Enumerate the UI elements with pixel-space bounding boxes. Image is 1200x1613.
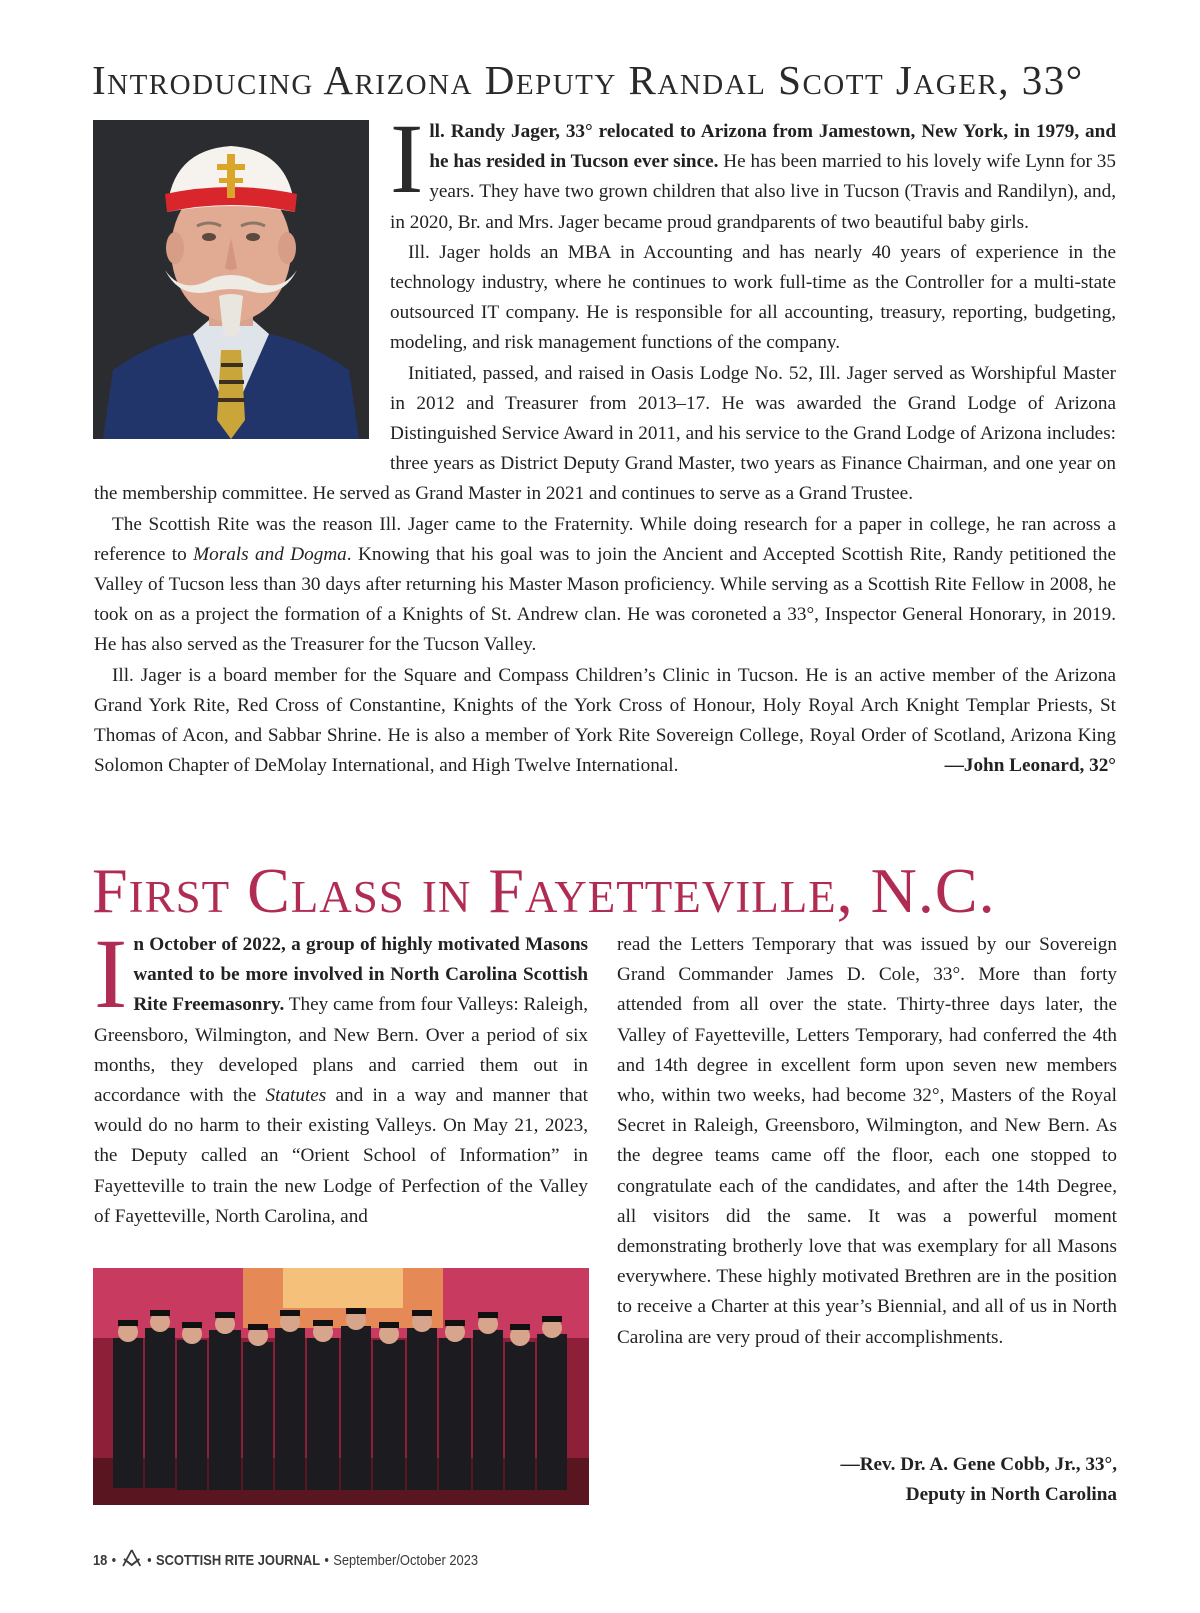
article2-paragraph-2: read the Letters Temporary that was issued by our Sovereign Grand Commander James D. Cole, 33°. More than forty attended from all over the state. Thirty-three days later, the Valley of Fayetteville, Letters Temporary, had conferred the 4th and 14th degree in excellent form upon seven new members who, within two weeks, had become 32°, Masters of the Royal Secret in Raleigh, Greensboro, Wilmington, and New Bern. As the degree teams came off the floor, each one stopped to congratulate each of the candidates, and after the 14th Degree, all visitors did the same. It was a powerful moment demonstrating brotherly love that was exemplary for all Masons everywhere. These highly motivated Brethren are in the position to receive a Charter at this year’s Biennial, and all of us in North Carolina are very proud of their accomplishments. (617, 934, 1117, 1348)
article1-paragraph-5: Ill. Jager is a board member for the Square and Compass Children’s Clinic in Tucson. He is an active member of the Arizona Grand York Rite, Red Cross of Constantine, Knights of the York Cross of Honour, Holy Royal Arch Knight Templar Priests, St Thomas of Acon, and Sabbar Shrine. He is also a member of York Rite Sovereign College, Royal Order of Scotland, Arizona King Solomon Chapter of DeMolay International, and High Twelve International. (94, 664, 1116, 777)
journal-name: SCOTTISH RITE JOURNAL (155, 1551, 321, 1569)
article1-title: Introducing Arizona Deputy Randal Scott Jager, 33° (92, 57, 1084, 103)
article1-p1-rest: He has been married to his lovely wife Lynn for 35 years. They have two grown children that also live in Tucson (Travis and Randilyn), and, in 2020, Br. and Mrs. Jager became proud grandparents of two beautiful baby girls. (390, 151, 1116, 233)
article2-right-column (617, 930, 1117, 1353)
article1-lead: ll. Randy Jager, 33° relocated to Arizona from Jamestown, New York, in 1979, and he has resided in Tucson ever since. (429, 121, 1116, 173)
group-photo (93, 1268, 589, 1505)
article1-body (94, 103, 1117, 782)
article2-left-column (94, 918, 588, 1232)
article2-lead: n October of 2022, a group of highly motivated Masons wanted to be more involved in North Carolina Scottish Rite Freemasonry. (133, 934, 588, 1016)
article2-dropcap: I (94, 918, 128, 1029)
article1-dropcap: I (390, 103, 424, 214)
footer-bullet-3: • (324, 1551, 329, 1569)
group-photo-illustration (93, 1268, 589, 1505)
article2-left-rest-2: and in a way and manner that would do no harm to their existing Valleys. On May 21, 2023, the Deputy called an “Orient School of Information” in Fayetteville to train the new Lodge of Perfection of the Valley of Fayetteville, North Carolina, and (94, 1085, 588, 1227)
article1-byline: —John Leonard, 32° (944, 755, 1116, 777)
footer-bullet: • (111, 1551, 117, 1569)
footer-bullet-2: • (147, 1551, 152, 1569)
page-footer (93, 1548, 478, 1572)
article2-paragraph-1 (94, 918, 588, 1232)
article1-p4-before: The Scottish Rite was the reason Ill. Jager came to the Fraternity. While doing research for a paper in college, he ran across a reference to (94, 513, 1116, 565)
page-number: 18 (93, 1551, 108, 1569)
portrait-wrap-spacer (94, 117, 390, 456)
square-compass-icon (120, 1549, 142, 1571)
article1-paragraph-2: Ill. Jager holds an MBA in Accounting and has nearly 40 years of experience in the technology industry, where he continues to work full-time as the Controller for a multi-state outsourced IT company. He is responsible for all accounting, treasury, reporting, budgeting, modeling, and risk management functions of the company. (390, 241, 1116, 354)
article2-left-rest-1: They came from four Valleys: Raleigh, Greensboro, Wilmington, and New Bern. Over a period of six months, they developed plans and carried them out in accordance with the (94, 994, 588, 1107)
article2-signature-title: Deputy in North Carolina (905, 1484, 1117, 1505)
book-title-morals-and-dogma: Morals and Dogma (193, 543, 347, 565)
statutes-italic: Statutes (265, 1085, 327, 1107)
article2-title: First Class in Fayetteville, N.C. (92, 855, 996, 926)
article2-signature (617, 1450, 1117, 1510)
article2-signature-name: —Rev. Dr. A. Gene Cobb, Jr., 33°, (840, 1454, 1117, 1475)
issue-date: September/October 2023 (333, 1551, 479, 1569)
article1-p4-after: . Knowing that his goal was to join the Ancient and Accepted Scottish Rite, Randy petitioned the Valley of Tucson less than 30 days after returning his Master Mason proficiency. While serving as a Scottish Rite Fellow in 2008, he took on as a project the formation of a Knights of St. Andrew clan. He was coroneted a 33°, Inspector General Honorary, in 2019. He has also served as the Treasurer for the Tucson Valley. (94, 543, 1117, 656)
article1-paragraph-4 (94, 510, 1116, 661)
article1-paragraph-3: Initiated, passed, and raised in Oasis Lodge No. 52, Ill. Jager served as Worshipful Master in 2012 and Treasurer from 2013–17. He was awarded the Grand Lodge of Arizona Distinguished Service Award in 2011, and his service to the Grand Lodge of Arizona includes: three years as District Deputy Grand Master, two years as Finance Chairman, and one year on the membership committee. He served as Grand Master in 2021 and continues to serve as a Grand Trustee. (94, 362, 1116, 505)
